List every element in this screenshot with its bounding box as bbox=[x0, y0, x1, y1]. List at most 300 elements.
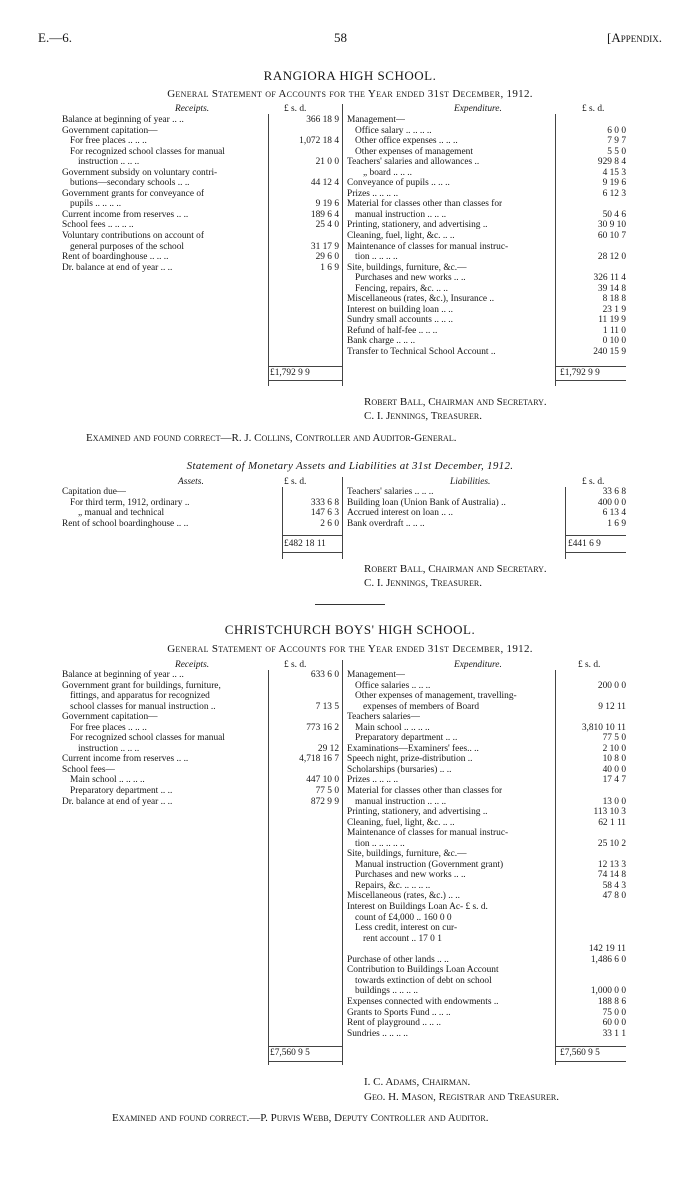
table-row bbox=[347, 498, 626, 509]
table-row bbox=[347, 1018, 626, 1029]
christchurch-money-head-right: £ s. d. bbox=[578, 660, 601, 670]
row-label: Interest on Buildings Loan Ac- £ s. d. bbox=[347, 902, 488, 913]
rangiora-assets-center-rule bbox=[342, 477, 343, 559]
rangiora-subtitle: General Statement of Accounts for the Year ended 31st December, 1912. bbox=[167, 88, 533, 100]
row-label: Bank charge .. .. .. bbox=[347, 336, 416, 347]
row-label: Bank overdraft .. .. .. bbox=[347, 518, 425, 529]
table-row bbox=[62, 712, 339, 723]
table-row bbox=[347, 913, 626, 924]
row-label: Printing, stationery, and advertising .. bbox=[347, 220, 488, 231]
christchurch-total-underline-right bbox=[555, 1061, 626, 1062]
christchurch-title: CHRISTCHURCH BOYS' HIGH SCHOOL. bbox=[224, 622, 476, 637]
table-row bbox=[62, 242, 339, 253]
row-label: Management— bbox=[347, 670, 406, 680]
row-label: Fencing, repairs, &c. .. .. bbox=[355, 283, 448, 294]
row-label: instruction .. .. .. bbox=[78, 743, 140, 754]
table-row bbox=[347, 944, 626, 955]
table-row bbox=[62, 765, 339, 776]
table-row bbox=[347, 1008, 626, 1019]
row-amount: 240 15 9 bbox=[593, 347, 626, 358]
row-label: Site, buildings, furniture, &c.— bbox=[347, 849, 467, 860]
row-amount: 75 0 0 bbox=[602, 1007, 626, 1018]
row-label: Material for classes other than classes for bbox=[347, 199, 503, 210]
rangiora-amount-rule-left bbox=[268, 114, 269, 386]
table-row bbox=[62, 498, 339, 509]
row-amount: 1,000 0 0 bbox=[590, 986, 626, 997]
row-amount: 25 10 2 bbox=[597, 838, 626, 849]
row-label: Voluntary contributions on account of bbox=[62, 231, 204, 242]
row-label: Expenses connected with endowments .. bbox=[347, 996, 499, 1007]
table-row bbox=[62, 178, 339, 189]
table-row bbox=[347, 955, 626, 966]
row-label: Other expenses of management, travelling- bbox=[355, 691, 517, 702]
row-label: School fees .. .. .. .. bbox=[62, 220, 134, 231]
rangiora-assets-signature-chairman: Robert Ball, Chairman and Secretary. bbox=[364, 563, 547, 575]
rangiora-total-receipts: £1,792 9 9 bbox=[270, 368, 310, 378]
appendix-label: [Appendix. bbox=[607, 30, 662, 45]
row-amount: 11 19 9 bbox=[598, 315, 626, 326]
row-label: For recognized school classes for manual bbox=[70, 733, 225, 744]
table-row bbox=[62, 487, 339, 498]
table-row bbox=[347, 849, 626, 860]
row-label: Miscellaneous (rates, &c.), Insurance .. bbox=[347, 294, 495, 305]
table-row bbox=[347, 273, 626, 284]
table-row bbox=[347, 797, 626, 808]
row-label: Main school .. .. .. .. bbox=[70, 775, 145, 786]
row-label: For third term, 1912, ordinary .. bbox=[70, 497, 190, 508]
rangiora-expenditure-list bbox=[347, 115, 626, 358]
table-row bbox=[347, 775, 626, 786]
row-label: Grants to Sports Fund .. .. .. bbox=[347, 1007, 451, 1018]
row-label: Balance at beginning of year .. .. bbox=[62, 670, 184, 680]
row-label: general purposes of the school bbox=[70, 241, 185, 252]
christchurch-amount-rule-right bbox=[555, 670, 556, 1065]
rangiora-signature-chairman: Robert Ball, Chairman and Secretary. bbox=[364, 396, 547, 408]
row-amount: 6 12 3 bbox=[602, 188, 626, 199]
row-amount: 5 5 0 bbox=[607, 146, 626, 157]
rangiora-total-liabilities: £441 6 9 bbox=[568, 539, 601, 549]
row-label: Miscellaneous (rates, &c.) .. .. bbox=[347, 891, 460, 902]
table-row bbox=[62, 126, 339, 137]
row-label: „ board .. .. .. bbox=[363, 167, 412, 178]
table-row bbox=[347, 199, 626, 210]
table-row bbox=[347, 786, 626, 797]
row-label: Scholarships (bursaries) .. .. bbox=[347, 764, 452, 775]
table-row bbox=[347, 881, 626, 892]
christchurch-signature-treasurer: Geo. H. Mason, Registrar and Treasurer. bbox=[364, 1091, 559, 1103]
table-row bbox=[347, 986, 626, 997]
row-amount: 9 19 6 bbox=[315, 199, 339, 210]
table-row bbox=[62, 147, 339, 158]
table-row bbox=[347, 189, 626, 200]
table-row bbox=[347, 976, 626, 987]
row-label: Maintenance of classes for manual instruc- bbox=[347, 241, 509, 252]
row-label: Examinations—Examiners' fees.. .. bbox=[347, 743, 479, 754]
table-row bbox=[62, 168, 339, 179]
row-amount: 9 19 6 bbox=[602, 178, 626, 189]
table-row bbox=[347, 923, 626, 934]
row-label: Cleaning, fuel, light, &c. .. .. bbox=[347, 817, 455, 828]
table-row bbox=[62, 723, 339, 734]
table-row bbox=[347, 733, 626, 744]
rangiora-assets-total-rule bbox=[282, 535, 342, 536]
rangiora-center-rule bbox=[342, 104, 343, 386]
row-label: Conveyance of pupils .. .. .. bbox=[347, 178, 450, 189]
table-row bbox=[347, 315, 626, 326]
row-amount: 1 6 9 bbox=[607, 518, 626, 529]
christchurch-total-rule-left bbox=[268, 1046, 342, 1047]
row-label: Capitation due— bbox=[62, 487, 127, 497]
row-amount: 23 1 9 bbox=[602, 304, 626, 315]
row-amount: 0 10 0 bbox=[602, 336, 626, 347]
row-label: Building loan (Union Bank of Australia) .. bbox=[347, 497, 506, 508]
table-row bbox=[347, 242, 626, 253]
table-row bbox=[62, 220, 339, 231]
row-amount: 6 13 4 bbox=[602, 508, 626, 519]
table-row bbox=[347, 828, 626, 839]
christchurch-signature-chairman: I. C. Adams, Chairman. bbox=[364, 1076, 471, 1088]
rangiora-assets-money-head: £ s. d. bbox=[284, 477, 307, 487]
rangiora-total-assets: £482 18 11 bbox=[284, 539, 326, 549]
row-label: Office salaries .. .. .. bbox=[355, 680, 431, 691]
rangiora-assets-title: Statement of Monetary Assets and Liabilities at 31st December, 1912. bbox=[186, 460, 514, 472]
table-row bbox=[62, 210, 339, 221]
row-label: Teachers salaries— bbox=[347, 712, 421, 723]
table-row bbox=[347, 934, 626, 945]
row-amount: 33 1 1 bbox=[602, 1028, 626, 1039]
table-row bbox=[62, 797, 339, 808]
rangiora-liabilities-amount-rule bbox=[565, 487, 566, 559]
row-amount: 60 0 0 bbox=[602, 1018, 626, 1029]
row-amount: 77 5 0 bbox=[315, 786, 339, 797]
table-row bbox=[62, 115, 339, 126]
row-amount: 13 0 0 bbox=[602, 796, 626, 807]
rangiora-expenditure-head: Expenditure. bbox=[454, 104, 502, 114]
table-row bbox=[62, 263, 339, 274]
row-label: Office salary .. .. .. .. bbox=[355, 125, 432, 136]
row-label: buildings .. .. .. .. bbox=[355, 986, 419, 997]
row-amount: 17 4 7 bbox=[602, 775, 626, 786]
row-label: fittings, and apparatus for recognized bbox=[70, 691, 210, 702]
rangiora-total-underline-right bbox=[555, 380, 626, 381]
table-row bbox=[347, 220, 626, 231]
rangiora-liabilities-money-head: £ s. d. bbox=[582, 477, 605, 487]
table-row bbox=[62, 231, 339, 242]
rangiora-receipts-head: Receipts. bbox=[175, 104, 210, 114]
table-row bbox=[347, 712, 626, 723]
rangiora-liabilities-total-rule bbox=[565, 535, 626, 536]
row-label: manual instruction .. .. .. bbox=[355, 796, 447, 807]
table-row bbox=[347, 765, 626, 776]
row-amount: 773 16 2 bbox=[306, 722, 339, 733]
table-row bbox=[347, 263, 626, 274]
table-row bbox=[62, 744, 339, 755]
row-amount: 326 11 4 bbox=[593, 273, 626, 284]
row-label: Main school .. .. .. .. bbox=[355, 722, 430, 733]
table-row bbox=[62, 670, 339, 681]
table-row bbox=[347, 870, 626, 881]
row-label: school classes for manual instruction .. bbox=[70, 701, 216, 712]
row-label: Material for classes other than classes for bbox=[347, 786, 503, 797]
row-label: Current income from reserves .. .. bbox=[62, 209, 189, 220]
row-label: rent account .. 17 0 1 bbox=[363, 933, 442, 944]
row-label: Accrued interest on loan .. .. bbox=[347, 508, 453, 519]
row-label: Contribution to Buildings Loan Account bbox=[347, 965, 499, 976]
table-row bbox=[347, 902, 626, 913]
row-label: tion .. .. .. .. .. bbox=[355, 838, 405, 849]
christchurch-center-rule bbox=[342, 660, 343, 1065]
row-amount: 50 4 6 bbox=[602, 209, 626, 220]
table-row bbox=[347, 723, 626, 734]
table-row bbox=[347, 754, 626, 765]
table-row bbox=[62, 754, 339, 765]
rangiora-total-rule-right bbox=[555, 366, 626, 367]
table-row bbox=[347, 147, 626, 158]
table-row bbox=[347, 691, 626, 702]
christchurch-expenditure-list bbox=[347, 670, 626, 1039]
row-amount: 3,810 10 11 bbox=[581, 722, 626, 733]
row-amount: 6 0 0 bbox=[607, 125, 626, 136]
rangiora-assets-list bbox=[62, 487, 339, 529]
table-row bbox=[347, 210, 626, 221]
table-row bbox=[62, 519, 339, 530]
row-label: Teachers' salaries and allowances .. bbox=[347, 157, 480, 168]
row-amount: 1 11 0 bbox=[602, 325, 626, 336]
row-amount: 7 13 5 bbox=[315, 701, 339, 712]
table-row bbox=[62, 508, 339, 519]
christchurch-total-underline-left bbox=[268, 1061, 342, 1062]
rangiora-total-expenditure: £1,792 9 9 bbox=[560, 368, 600, 378]
row-amount: 2 10 0 bbox=[602, 743, 626, 754]
row-amount: 400 0 0 bbox=[597, 497, 626, 508]
table-row bbox=[347, 294, 626, 305]
row-amount: 28 12 0 bbox=[597, 252, 626, 263]
christchurch-money-head-left: £ s. d. bbox=[284, 660, 307, 670]
row-label: Dr. balance at end of year .. .. bbox=[62, 262, 173, 273]
row-amount: 9 12 11 bbox=[598, 701, 626, 712]
rangiora-money-head-right: £ s. d. bbox=[582, 104, 605, 114]
row-label: Government subsidy on voluntary contri- bbox=[62, 167, 218, 178]
christchurch-examined-note: Examined and found correct.—P. Purvis Webb, Deputy Controller and Auditor. bbox=[112, 1112, 489, 1124]
row-amount: 7 9 7 bbox=[607, 136, 626, 147]
table-row bbox=[62, 199, 339, 210]
row-amount: 4,718 16 7 bbox=[299, 754, 339, 765]
row-label: Balance at beginning of year .. .. bbox=[62, 115, 184, 125]
rangiora-liabilities-list bbox=[347, 487, 626, 529]
rangiora-examined-note: Examined and found correct—R. J. Collins, Controller and Auditor-General. bbox=[86, 432, 457, 444]
table-row bbox=[347, 891, 626, 902]
row-amount: 12 13 3 bbox=[597, 859, 626, 870]
page-number: 58 bbox=[334, 30, 347, 45]
table-row bbox=[347, 818, 626, 829]
table-row bbox=[347, 1029, 626, 1040]
row-label: Government grants for conveyance of bbox=[62, 188, 205, 199]
rangiora-amount-rule-right bbox=[555, 114, 556, 386]
christchurch-total-expenditure: £7,560 9 5 bbox=[560, 1048, 600, 1058]
table-row bbox=[347, 681, 626, 692]
row-amount: 39 14 8 bbox=[597, 283, 626, 294]
row-amount: 147 6 3 bbox=[310, 508, 339, 519]
row-label: Refund of half-fee .. .. .. bbox=[347, 325, 438, 336]
row-label: Purchases and new works .. .. bbox=[355, 870, 466, 881]
row-amount: 189 6 4 bbox=[310, 209, 339, 220]
table-row bbox=[347, 670, 626, 681]
row-label: Speech night, prize-distribution .. bbox=[347, 754, 473, 765]
rangiora-assets-amount-rule bbox=[282, 487, 283, 559]
table-row bbox=[62, 136, 339, 147]
table-row bbox=[347, 860, 626, 871]
row-label: Current income from reserves .. .. bbox=[62, 754, 189, 765]
table-row bbox=[347, 807, 626, 818]
row-amount: 60 10 7 bbox=[597, 231, 626, 242]
row-label: Rent of school boardinghouse .. .. bbox=[62, 518, 189, 529]
row-amount: 31 17 9 bbox=[310, 241, 339, 252]
row-label: For free places .. .. .. bbox=[70, 722, 147, 733]
row-amount: 4 15 3 bbox=[602, 167, 626, 178]
row-label: instruction .. .. .. bbox=[78, 157, 140, 168]
row-amount: 40 0 0 bbox=[602, 764, 626, 775]
row-amount: 30 9 10 bbox=[597, 220, 626, 231]
table-row bbox=[347, 702, 626, 713]
row-amount: 29 6 0 bbox=[315, 252, 339, 263]
row-label: Other expenses of management bbox=[355, 146, 473, 157]
row-amount: 447 10 0 bbox=[306, 775, 339, 786]
row-amount: 74 14 8 bbox=[597, 870, 626, 881]
row-label: expenses of members of Board bbox=[363, 701, 480, 712]
row-label: Other office expenses .. .. .. bbox=[355, 136, 458, 147]
table-row bbox=[62, 189, 339, 200]
row-label: Maintenance of classes for manual instruc- bbox=[347, 828, 509, 839]
row-amount: 10 8 0 bbox=[602, 754, 626, 765]
table-row bbox=[62, 733, 339, 744]
row-label: Government grant for buildings, furniture, bbox=[62, 680, 221, 691]
row-amount: 929 8 4 bbox=[597, 157, 626, 168]
row-label: Less credit, interest on cur- bbox=[355, 923, 458, 934]
row-label: For recognized school classes for manual bbox=[70, 146, 225, 157]
row-label: Repairs, &c. .. .. .. .. bbox=[355, 880, 431, 891]
table-row bbox=[347, 284, 626, 295]
table-row bbox=[62, 775, 339, 786]
christchurch-amount-rule-left bbox=[268, 670, 269, 1065]
table-row bbox=[347, 305, 626, 316]
row-label: Purchases and new works .. .. bbox=[355, 273, 466, 284]
table-row bbox=[347, 744, 626, 755]
christchurch-receipts-head: Receipts. bbox=[175, 660, 210, 670]
row-amount: 62 1 11 bbox=[598, 817, 626, 828]
row-amount: 200 0 0 bbox=[597, 680, 626, 691]
row-label: Interest on building loan .. .. bbox=[347, 304, 453, 315]
table-row bbox=[62, 252, 339, 263]
row-label: Printing, stationery, and advertising .. bbox=[347, 807, 488, 818]
rangiora-receipts-list bbox=[62, 115, 339, 273]
row-label: Prizes .. .. .. .. bbox=[347, 188, 399, 199]
row-amount: 29 12 bbox=[317, 743, 339, 754]
table-row bbox=[347, 178, 626, 189]
christchurch-total-rule-right bbox=[555, 1046, 626, 1047]
row-label: manual instruction .. .. .. bbox=[355, 209, 447, 220]
row-label: Teachers' salaries .. .. .. bbox=[347, 487, 434, 497]
table-row bbox=[347, 136, 626, 147]
row-amount: 8 18 8 bbox=[602, 294, 626, 305]
table-row bbox=[62, 786, 339, 797]
table-row bbox=[347, 508, 626, 519]
row-amount: 1,486 6 0 bbox=[590, 954, 626, 965]
table-row bbox=[347, 997, 626, 1008]
row-amount: 872 9 9 bbox=[310, 796, 339, 807]
row-label: Rent of boardinghouse .. .. .. bbox=[62, 252, 169, 263]
table-row bbox=[62, 702, 339, 713]
table-row bbox=[347, 326, 626, 337]
row-label: Preparatory department .. .. bbox=[70, 786, 173, 797]
table-row bbox=[347, 115, 626, 126]
table-row bbox=[347, 168, 626, 179]
row-label: Preparatory department .. .. bbox=[355, 733, 458, 744]
row-amount: 58 4 3 bbox=[602, 880, 626, 891]
section-divider bbox=[315, 604, 385, 605]
rangiora-assets-signature-treasurer: C. I. Jennings, Treasurer. bbox=[364, 577, 482, 589]
table-row bbox=[347, 126, 626, 137]
table-row bbox=[347, 487, 626, 498]
row-label: Management— bbox=[347, 115, 406, 125]
row-amount: 188 8 6 bbox=[597, 996, 626, 1007]
table-row bbox=[62, 157, 339, 168]
table-row bbox=[347, 231, 626, 242]
rangiora-money-head-left: £ s. d. bbox=[284, 104, 307, 114]
row-label: Sundry small accounts .. .. .. bbox=[347, 315, 453, 326]
row-amount: 366 18 9 bbox=[306, 115, 339, 125]
row-amount: 33 6 8 bbox=[602, 487, 626, 497]
row-amount: 1 6 9 bbox=[320, 262, 339, 273]
row-amount: 1,072 18 4 bbox=[299, 136, 339, 147]
rangiora-assets-head: Assets. bbox=[178, 477, 204, 487]
row-amount: 77 5 0 bbox=[602, 733, 626, 744]
row-label: For free places .. .. .. bbox=[70, 136, 147, 147]
row-amount: 21 0 0 bbox=[315, 157, 339, 168]
rangiora-assets-underline bbox=[282, 552, 342, 553]
row-label: Site, buildings, furniture, &c.— bbox=[347, 262, 467, 273]
row-label: pupils .. .. .. .. bbox=[70, 199, 122, 210]
row-amount: 142 19 11 bbox=[588, 944, 626, 955]
row-label: Dr. balance at end of year .. .. bbox=[62, 796, 173, 807]
row-label: Purchase of other lands .. .. bbox=[347, 954, 449, 965]
christchurch-subtitle: General Statement of Accounts for the Year ended 31st December, 1912. bbox=[167, 643, 533, 655]
rangiora-liabilities-underline bbox=[565, 552, 626, 553]
row-amount: 25 4 0 bbox=[315, 220, 339, 231]
row-label: Transfer to Technical School Account .. bbox=[347, 347, 496, 358]
table-row bbox=[347, 839, 626, 850]
row-amount: 333 6 8 bbox=[310, 497, 339, 508]
table-row bbox=[62, 681, 339, 692]
rangiora-signature-treasurer: C. I. Jennings, Treasurer. bbox=[364, 410, 482, 422]
table-row bbox=[347, 336, 626, 347]
page-ref: E.—6. bbox=[38, 30, 72, 45]
row-label: Government capitation— bbox=[62, 712, 158, 723]
rangiora-title: RANGIORA HIGH SCHOOL. bbox=[263, 68, 437, 83]
row-label: tion .. .. .. .. bbox=[355, 252, 398, 263]
row-label: Manual instruction (Government grant) bbox=[355, 859, 504, 870]
row-label: „ manual and technical bbox=[78, 508, 165, 519]
table-row bbox=[347, 347, 626, 358]
table-row bbox=[347, 157, 626, 168]
row-amount: 44 12 4 bbox=[310, 178, 339, 189]
row-label: butions—secondary schools .. .. bbox=[70, 178, 190, 189]
rangiora-total-rule-left bbox=[268, 366, 342, 367]
christchurch-expenditure-head: Expenditure. bbox=[454, 660, 502, 670]
row-amount: 113 10 3 bbox=[593, 807, 626, 818]
rangiora-total-underline-left bbox=[268, 380, 342, 381]
table-row bbox=[62, 691, 339, 702]
row-label: Prizes .. .. .. .. bbox=[347, 775, 399, 786]
